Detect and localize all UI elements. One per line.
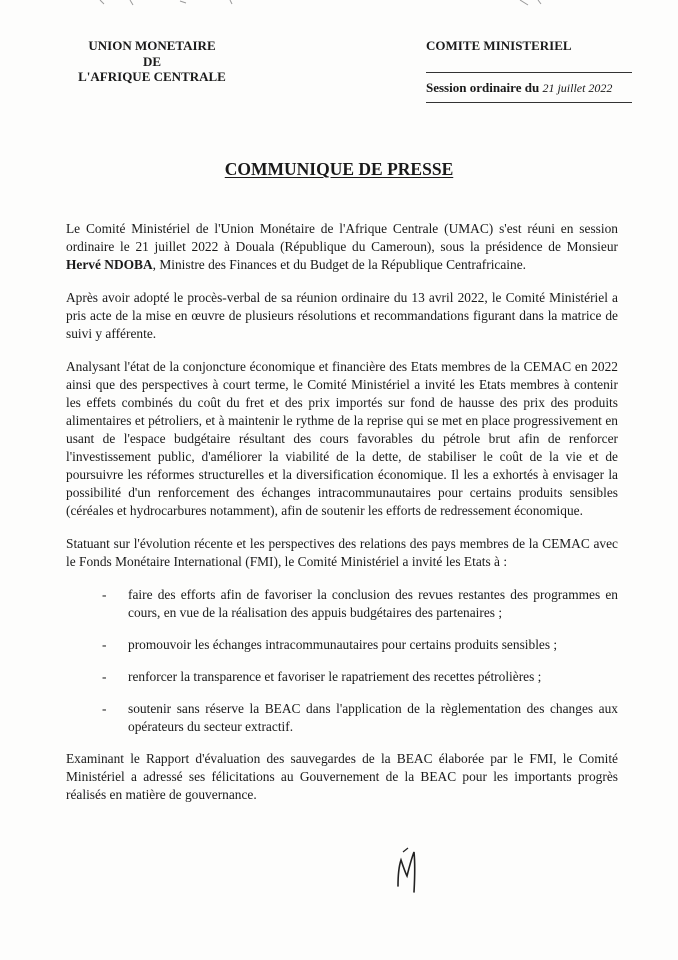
issuer-line-3: L'AFRIQUE CENTRALE: [78, 69, 226, 84]
document-title-wrap: [0, 159, 678, 180]
session-date: 21 juillet 2022: [542, 81, 613, 95]
document-body: [66, 220, 618, 819]
committee-name: COMITE MINISTERIEL: [426, 38, 572, 53]
header-rule-top: [426, 72, 632, 73]
recommendations-list: [66, 586, 618, 736]
session-line: [426, 80, 636, 96]
paragraph-1-start: Le Comité Ministériel de l'Union Monétaire de l'Afrique Centrale (UMAC) s'est réuni en session ordinaire le 21 juillet 2022 à Douala (République du Cameroun), sous la présidence de Monsieur: [66, 221, 618, 254]
list-item: [66, 586, 618, 622]
list-item-text: renforcer la transparence et favoriser le rapatriement des recettes pétrolières ;: [128, 669, 542, 684]
bullet-marker: -: [102, 587, 107, 602]
list-item: [66, 636, 618, 654]
paragraph-2: Après avoir adopté le procès-verbal de sa réunion ordinaire du 13 avril 2022, le Comité Ministériel a pris acte de la mise en œuvre de plusieurs résolutions et recommandations figurant dans la matrice de suivi y afférente.: [66, 290, 618, 341]
list-item: [66, 700, 618, 736]
paragraph-3: Analysant l'état de la conjoncture économique et financière des Etats membres de la CEMAC en 2022 ainsi que des perspectives à court terme, le Comité Ministériel a invité les Etats membres à contenir les effets combinés du coût du fret et des prix importés sur fond de hausse des prix des produits alimentaires et pétroliers, et à maintenir le rythme de la reprise qui se met en place progressivement en usant de l'espace budgétaire résultant des cours favorables du pétrole brut afin de renforcer l'investissement public, d'améliorer la viabilité de la dette, de stabiliser le coût de la vie et de poursuivre les réformes structurelles et la diversification économique. Il les a exhortés à envisager la possibilité d'un renforcement des échanges intracommunautaires pour certains produits sensibles (céréales et hydrocarbures notamment), afin de soutenir les efforts de redressement économique.: [66, 359, 618, 518]
list-item-text: promouvoir les échanges intracommunautaires pour certains produits sensibles ;: [128, 637, 558, 652]
list-item-text: soutenir sans réserve la BEAC dans l'application de la règlementation des changes aux opérateurs du secteur extractif.: [128, 701, 618, 734]
bullet-marker: -: [102, 701, 107, 716]
minister-name: Hervé NDOBA: [66, 257, 153, 272]
bullet-marker: -: [102, 669, 107, 684]
scan-edge-marks: [0, 0, 678, 10]
issuer-line-2: DE: [142, 53, 162, 69]
session-label: Session ordinaire du: [426, 80, 540, 95]
list-item: [66, 668, 618, 686]
issuer-block: [62, 38, 242, 85]
paragraph-4: Statuant sur l'évolution récente et les perspectives des relations des pays membres de la CEMAC avec le Fonds Monétaire International (FMI), le Comité Ministériel a invité les Etats à :: [66, 536, 618, 569]
paragraph-1-end: , Ministre des Finances et du Budget de la République Centrafricaine.: [152, 257, 527, 272]
paragraph-1: [66, 220, 618, 274]
signature-initials-icon: [394, 846, 422, 894]
issuer-line-1: UNION MONETAIRE: [88, 38, 216, 53]
header-rule-bottom: [426, 102, 632, 103]
list-item-text: faire des efforts afin de favoriser la conclusion des revues restantes des programmes en cours, en vue de la réalisation des appuis budgétaires des partenaires ;: [128, 587, 618, 620]
paragraph-5: Examinant le Rapport d'évaluation des sauvegardes de la BEAC élaborée par le FMI, le Comité Ministériel a adressé ses félicitations au Gouvernement de la BEAC pour les importants progrès réalisés en matière de gouvernance.: [66, 751, 618, 802]
bullet-marker: -: [102, 637, 107, 652]
committee-block: [426, 38, 636, 103]
document-title: COMMUNIQUE DE PRESSE: [224, 159, 454, 179]
